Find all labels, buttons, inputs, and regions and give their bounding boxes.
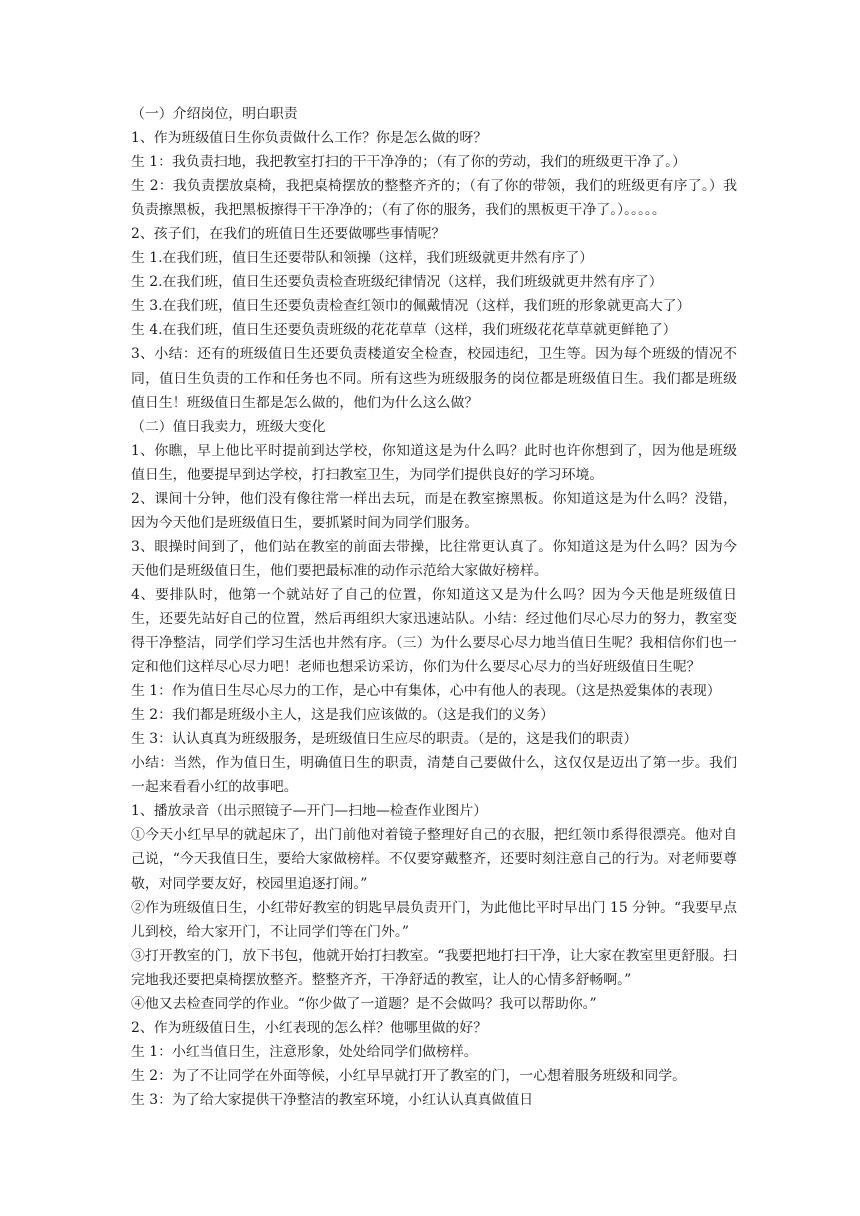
student-answer: 生 1：我负责扫地，我把教室打扫的干干净净的；（有了你的劳动，我们的班级更干净了。） (131, 154, 686, 171)
story-paragraph: ④他又去检查同学的作业。“你少做了一道题？是不会做吗？我可以帮助你。” (131, 995, 597, 1012)
student-answer: 生 2：我负责摆放桌椅，我把桌椅摆放的整整齐齐的；（有了你的带领，我们的班级更有序了。）我负责擦黑板，我把黑板擦得干干净净的；（有了你的服务，我们的黑板更干净了。）。。。。。 (131, 178, 737, 219)
story-paragraph: ②作为班级值日生，小红带好教室的钥匙早晨负责开门，为此他比平时早出门 15 分钟。“我要早点儿到校，给大家开门，不让同学们等在门外。” (131, 899, 737, 940)
student-answer: 生 1：作为值日生尽心尽力的工作，是心中有集体，心中有他人的表现。（这是热爱集体的表现） (131, 683, 721, 700)
student-answer: 生 3：为了给大家提供干净整洁的教室环境，小红认认真真做值日 (131, 1091, 534, 1108)
body-paragraph: 4、要排队时，他第一个就站好了自己的位置，你知道这又是为什么吗？因为今天他是班级值日生，还要先站好自己的位置，然后再组织大家迅速站队。小结：经过他们尽心尽力的努力，教室变得干净整洁，同学们学习生活也井然有序。（三）为什么要尽心尽力地当值日生呢？我相信你们也一定和他们这样尽心尽力吧！老师也想采访采访，你们为什么要尽心尽力的当好班级值日生呢？ (131, 586, 737, 676)
section-heading: （一）介绍岗位，明白职责 (131, 106, 298, 122)
student-answer: 生 1.在我们班，值日生还要带队和领操（这样，我们班级就更井然有序了） (131, 250, 594, 267)
body-paragraph: 1、你瞧，早上他比平时提前到达学校，你知道这是为什么吗？此时也许你想到了，因为他是班级值日生，他要提早到达学校，打扫教室卫生，为同学们提供良好的学习环境。 (131, 442, 737, 483)
document-body (131, 102, 737, 1112)
student-answer: 生 3：认认真真为班级服务，是班级值日生应尽的职责。（是的，这是我们的职责） (131, 731, 638, 748)
summary-paragraph: 3、小结：还有的班级值日生还要负责楼道安全检查，校园违纪，卫生等。因为每个班级的情况不同，值日生负责的工作和任务也不同。所有这些为班级服务的岗位都是班级值日生。我们都是班级值日生！班级值日生都是怎么做的，他们为什么这么做？ (131, 346, 737, 411)
student-answer: 生 2：为了不让同学在外面等候，小红早早就打开了教室的门，一心想着服务班级和同学。 (131, 1067, 686, 1084)
body-paragraph: 2、课间十分钟，他们没有像往常一样出去玩，而是在教室擦黑板。你知道这是为什么吗？没错，因为今天他们是班级值日生，要抓紧时间为同学们服务。 (131, 490, 737, 531)
question: 2、作为班级值日生，小红表现的怎么样？他哪里做的好？ (131, 1019, 488, 1036)
student-answer: 生 1：小红当值日生，注意形象，处处给同学们做榜样。 (131, 1043, 478, 1060)
student-answer: 生 4.在我们班，值日生还要负责班级的花花草草（这样，我们班级花花草草就更鲜艳了） (131, 322, 677, 339)
question: 2、孩子们，在我们的班值日生还要做哪些事情呢？ (131, 226, 446, 243)
question: 1、作为班级值日生你负责做什么工作？你是怎么做的呀？ (131, 130, 488, 147)
body-paragraph: 3、眼操时间到了，他们站在教室的前面去带操，比往常更认真了。你知道这是为什么吗？因为今天他们是班级值日生，他们要把最标准的动作示范给大家做好榜样。 (131, 538, 737, 579)
story-paragraph: ③打开教室的门，放下书包，他就开始打扫教室。“我要把地打扫干净，让大家在教室里更舒服。扫完地我还要把桌椅摆放整齐。整整齐齐，干净舒适的教室，让人的心情多舒畅啊。” (131, 947, 737, 988)
section-heading: （二）值日我卖力，班级大变化 (131, 418, 326, 435)
summary-paragraph: 小结：当然，作为值日生，明确值日生的职责，清楚自己要做什么，这仅仅是迈出了第一步。我们一起来看看小红的故事吧。 (131, 755, 737, 796)
student-answer: 生 2：我们都是班级小主人，这是我们应该做的。（这是我们的义务） (131, 707, 555, 724)
story-paragraph: ①今天小红早早的就起床了，出门前他对着镜子整理好自己的衣服，把红领巾系得很漂亮。他对自己说，“今天我值日生，要给大家做榜样。不仅要穿戴整齐，还要时刻注意自己的行为。对老师要尊敬，对同学要友好，校园里追逐打闹。” (131, 827, 737, 892)
student-answer: 生 2.在我们班，值日生还要负责检查班级纪律情况（这样，我们班级就更井然有序了） (131, 274, 663, 291)
student-answer: 生 3.在我们班，值日生还要负责检查红领巾的佩戴情况（这样，我们班的形象就更高大了） (131, 298, 691, 315)
activity-heading: 1、播放录音（出示照镜子—开门—扫地—检查作业图片） (131, 803, 488, 820)
